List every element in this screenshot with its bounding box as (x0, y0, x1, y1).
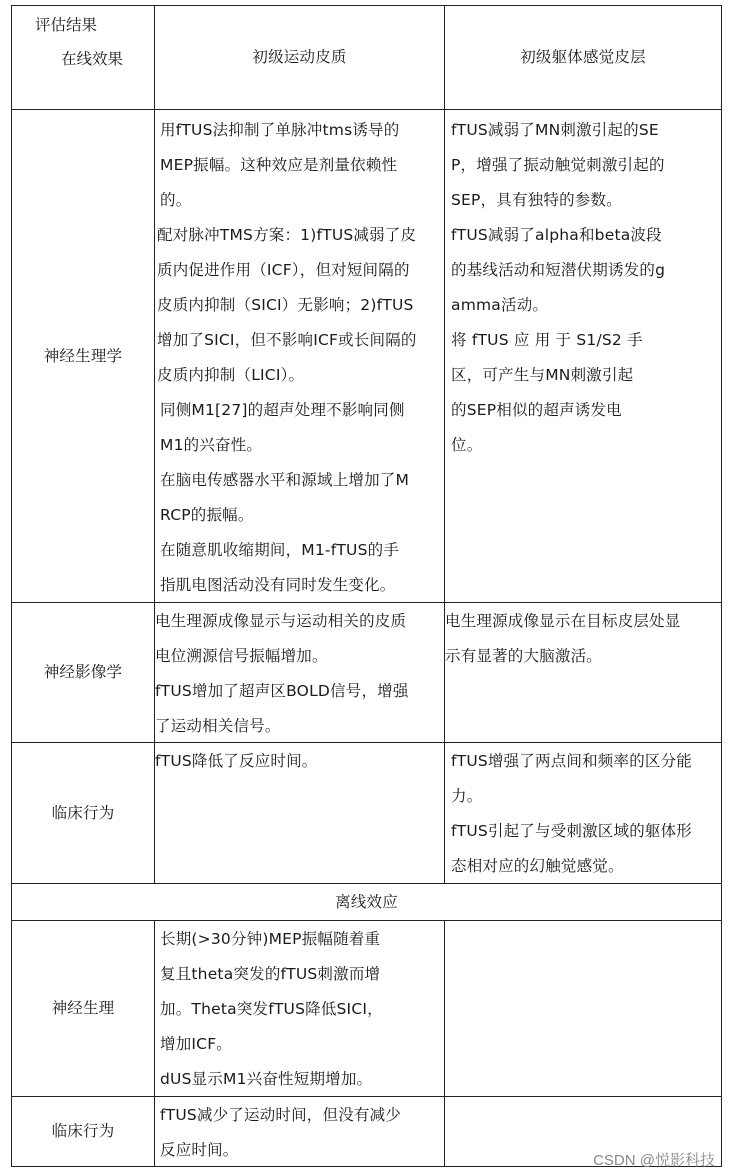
text-line: 指肌电图活动没有同时发生变化。 (160, 576, 396, 594)
offline-section-title (12, 884, 721, 920)
text-line: 长期(>30分钟)MEP振幅随着重 (160, 930, 381, 948)
text-line: P，增强了振动触觉刺激引起的 (451, 156, 665, 174)
col-border (154, 920, 155, 1167)
text-line: 增加ICF。 (160, 1035, 233, 1053)
text-line: 在脑电传感器水平和源域上增加了M (160, 471, 410, 489)
row-label-clinical (12, 743, 154, 883)
watermark: CSDN @悦影科技 (593, 1152, 715, 1169)
text-line: 皮质内抑制（SICI）无影响；2)fTUS (157, 296, 414, 314)
text-line: 增加了SICI，但不影响ICF或长间隔的 (157, 331, 417, 349)
header-online-effect: 在线效果 (61, 50, 124, 68)
header-eval-result: 评估结果 (35, 16, 98, 34)
m1-offline-neurophysiology-cell (160, 922, 443, 1097)
col-border (444, 920, 445, 1167)
header-s1-text: 初级躯体感觉皮层 (520, 48, 646, 66)
s1-neuroimaging-cell (445, 604, 721, 674)
text-line: 将 fTUS 应 用 于 S1/S2 手 (451, 331, 643, 349)
text-line: MEP振幅。这种效应是剂量依赖性 (160, 156, 398, 174)
row-label-neurophysiology (12, 110, 154, 602)
col-border (721, 5, 722, 1167)
text-line: 在随意肌收缩期间，M1-fTUS的手 (160, 541, 400, 559)
header-m1-text: 初级运动皮质 (252, 48, 347, 66)
s1-neurophysiology-cell (451, 113, 719, 463)
text-line: 配对脉冲TMS方案：1)fTUS减弱了皮 (157, 226, 417, 244)
text-line: 力。 (451, 787, 483, 805)
m1-neurophysiology-cell (157, 113, 443, 603)
header-m1 (155, 6, 444, 109)
text-line: amma活动。 (451, 296, 549, 314)
row-label-text: 神经影像学 (43, 663, 123, 681)
text-line: 电生理源成像显示与运动相关的皮质 (155, 612, 407, 630)
comparison-table (11, 5, 722, 1167)
row-label-text: 临床行为 (51, 1122, 115, 1140)
text-line: fTUS减弱了alpha和beta波段 (451, 226, 662, 244)
row-label-offline-neurophysiology (12, 921, 154, 1096)
row-label-text: 临床行为 (51, 803, 115, 822)
s1-clinical-cell (451, 744, 719, 884)
header-s1 (445, 6, 721, 109)
text-line: 用fTUS法抑制了单脉冲tms诱导的 (160, 121, 400, 139)
text-line: 加。Theta突发fTUS降低SICI， (160, 1000, 383, 1018)
text-line: fTUS增强了两点间和频率的区分能 (451, 752, 693, 770)
text-line: 位。 (451, 436, 483, 454)
text-line: fTUS减少了运动时间，但没有减少 (160, 1106, 402, 1124)
m1-neuroimaging-cell (155, 604, 444, 744)
row-label-neuroimaging (12, 603, 154, 742)
text-line: 了运动相关信号。 (155, 717, 281, 735)
text-line: fTUS增加了超声区BOLD信号，增强 (155, 682, 409, 700)
text-line: 的。 (160, 191, 192, 209)
m1-clinical-cell (155, 744, 444, 779)
text-line: 的基线活动和短潜伏期诱发的g (451, 261, 666, 279)
text-line: fTUS降低了反应时间。 (155, 752, 318, 770)
row-label-text: 神经生理 (51, 999, 115, 1017)
text-line: 电位溯源信号振幅增加。 (155, 647, 328, 665)
text-line: SEP，具有独特的参数。 (451, 191, 622, 209)
text-line: 区，可产生与MN刺激引起 (451, 366, 634, 384)
row-label-text: 神经生理学 (43, 346, 123, 365)
col-border (444, 5, 445, 883)
text-line: 态相对应的幻触觉感觉。 (451, 857, 624, 875)
text-line: fTUS引起了与受刺激区域的躯体形 (451, 822, 693, 840)
m1-offline-clinical-cell (160, 1098, 443, 1168)
text-line: 质内促进作用（ICF），但对短间隔的 (157, 261, 410, 279)
text-line: 同侧M1[27]的超声处理不影响同侧 (160, 401, 405, 419)
text-line: M1的兴奋性。 (160, 436, 263, 454)
text-line: 示有显著的大脑激活。 (445, 647, 603, 665)
text-line: 复且theta突发的fTUS刺激而增 (160, 965, 381, 983)
offline-title-text: 离线效应 (335, 892, 398, 911)
row-label-offline-clinical (12, 1097, 154, 1166)
text-line: 电生理源成像显示在目标皮层处显 (445, 612, 681, 630)
text-line: 的SEP相似的超声诱发电 (451, 401, 622, 419)
text-line: dUS显示M1兴奋性短期增加。 (160, 1070, 373, 1088)
text-line: 反应时间。 (160, 1141, 239, 1159)
text-line: fTUS减弱了MN刺激引起的SE (451, 121, 659, 139)
text-line: RCP的振幅。 (160, 506, 254, 524)
text-line: 皮质内抑制（LICI）。 (157, 366, 305, 384)
